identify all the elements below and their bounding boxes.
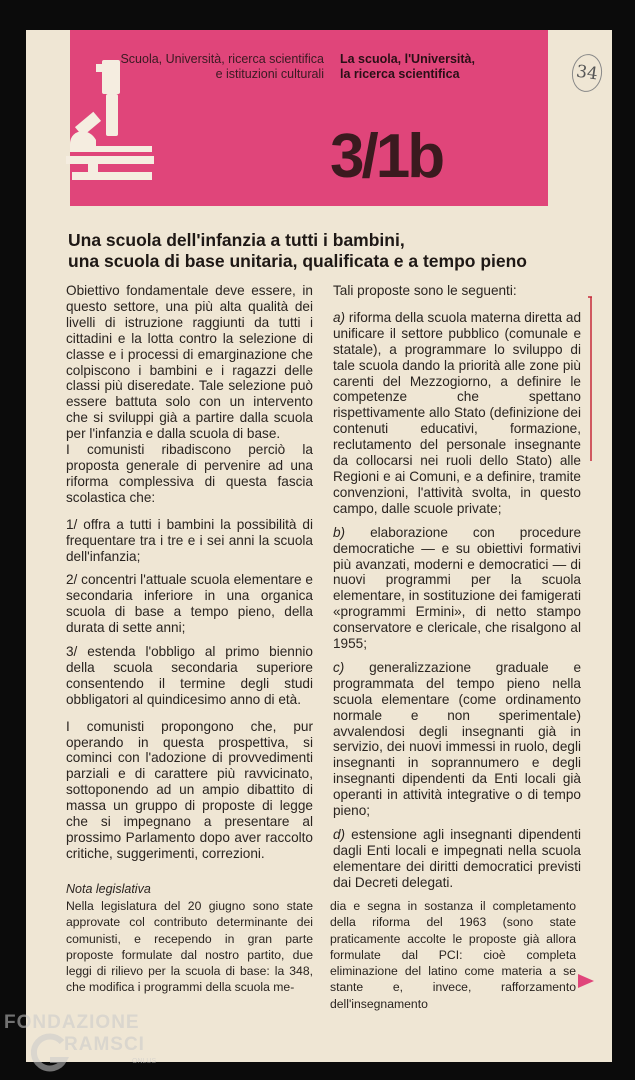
proposals-intro: Tali proposte sono le seguenti: [333,283,517,298]
right-column [333,283,581,891]
watermark-line: FONDAZIONE [4,1012,140,1033]
note-title: Nota legislativa [66,882,151,896]
intro-paragraph: Obiettivo fondamentale deve essere, in questo settore, una più alta qualità dei livelli di istruzione raggiunti da tutti i cittadini e la lotta contro la selezione di classe e i processi di emarginazione che colpiscono i bambini e i ragazzi delle classi più diseredate. Tale selezione può essere battuta solo con un intervento che si sviluppi già a partire dalla scuola per l'infanzia e dalla scuola di base. [66,283,313,442]
continue-arrow-icon [578,974,594,988]
title-line: una scuola di base unitaria, qualificata e a tempo pieno [68,251,527,271]
proposal-item [333,660,581,819]
proposal-item [333,525,581,652]
document-code: 3/1b [330,122,443,191]
proposal-text: estensione agli insegnanti dipendenti dagli Enti locali e impegnati nella scuola elementare dei diritti democratici previsti dai Decreti delegati. [333,827,581,890]
list-item: 1/ offra a tutti i bambini la possibilità di frequentare tra i tre e i sei anni la scuola dell'infanzia; [66,516,313,564]
closing-paragraph: I comunisti propongono che, pur operando in questa prospettiva, si cominci con l'adozione di provvedimenti parziali e di carattere più ravvicinato, sottoponendo ad un ampio dibattito di massa un gruppo di proposte di legge che si impegnano a presentare al prossimo Parlamento dopo aver raccolto critiche, suggerimenti, correzioni. [66,718,313,861]
proposal-letter: a) [333,309,346,325]
intro-paragraph-2: I comunisti ribadiscono perciò la proposta generale di pervenire ad una riforma complessiva di questa fascia scolastica che: [66,442,313,505]
section-label [340,52,540,82]
proposal-item [333,827,581,891]
page-title [68,230,588,272]
left-column [66,283,313,862]
proposal-letter: d) [333,827,346,842]
watermark-sub: ONLUS [132,1058,157,1065]
proposal-item [333,310,581,517]
proposal-text: riforma della scuola materna diretta ad unificare il settore pubblico (comunale e statale), a programmare lo sviluppo di tale scuola dando la priorità alle zone più carenti del Mezzogiorno, a definire le competenze che spettano rispettivamente allo Stato (definizione dei contenuti educativi, formazione, reclutamento del personale insegnante da collocarsi nei ruoli dello Stato) alle Regioni e ai Comuni, e a definire, tramite convenzioni, l'attività svolta, in questo campo, dalle scuole private; [333,309,581,516]
note-right-text: dia e segna in sostanza il completamento della riforma del 1963 (sono state praticamente accolte le proposte già allora formulate dal PCI: cioè completa eliminazione del latino come materia a se stante e, invece, rafforzamento dell'insegnamento [330,899,576,1011]
handwritten-number: 34 [570,52,605,94]
proposal-text: generalizzazione graduale e programmata del tempo pieno nella scuola elementare (come ordinamento normale e non sperimentale) avvalendosi degli insegnanti già in servizio, dei nuovi immessi in ruolo, degli insegnanti in soprannumero e degli insegnanti dipendenti da Enti locali già operanti in attività integrative o di tempo pieno; [333,659,581,819]
category-line: e istituzioni culturali [215,67,324,81]
category-label [74,52,324,82]
list-item: 3/ estenda l'obbligo al primo biennio della scuola secondaria superiore consentendo il termine degli studi obbligatori al quindicesimo anno di età. [66,644,313,707]
section-line: la ricerca scientifica [340,67,460,81]
list-item: 2/ concentri l'attuale scuola elementare e secondaria inferiore in una organica scuola di base a tempo pieno, della durata di sette anni; [66,572,313,636]
watermark-line: RAMSCI [64,1034,145,1055]
proposal-text: elaborazione con procedure democratiche — e su obiettivi formativi più avanzati, moderni e democratici — di nuovi programmi per la scuola elementare, in sostituzione dei famigerati «programmi Ermini», di netto stampo conservatore e clericale, che risalgono al 1955; [333,524,582,652]
proposal-letter: b) [333,524,346,540]
section-line: La scuola, l'Università, [340,52,475,66]
title-line: Una scuola dell'infanzia a tutti i bambini, [68,230,405,250]
margin-mark-icon [587,295,595,463]
note-left-text: Nella legislatura del 20 giugno sono state approvate col contributo determinante dei comunisti, e recependo in gran parte proposte formulate dal nostro partito, due leggi di rilievo per la scuola di base: la 348, che modifica i programmi della scuola me- [66,899,313,995]
proposal-letter: c) [333,659,345,675]
category-line: Scuola, Università, ricerca scientifica [120,52,324,66]
watermark [4,1012,174,1072]
